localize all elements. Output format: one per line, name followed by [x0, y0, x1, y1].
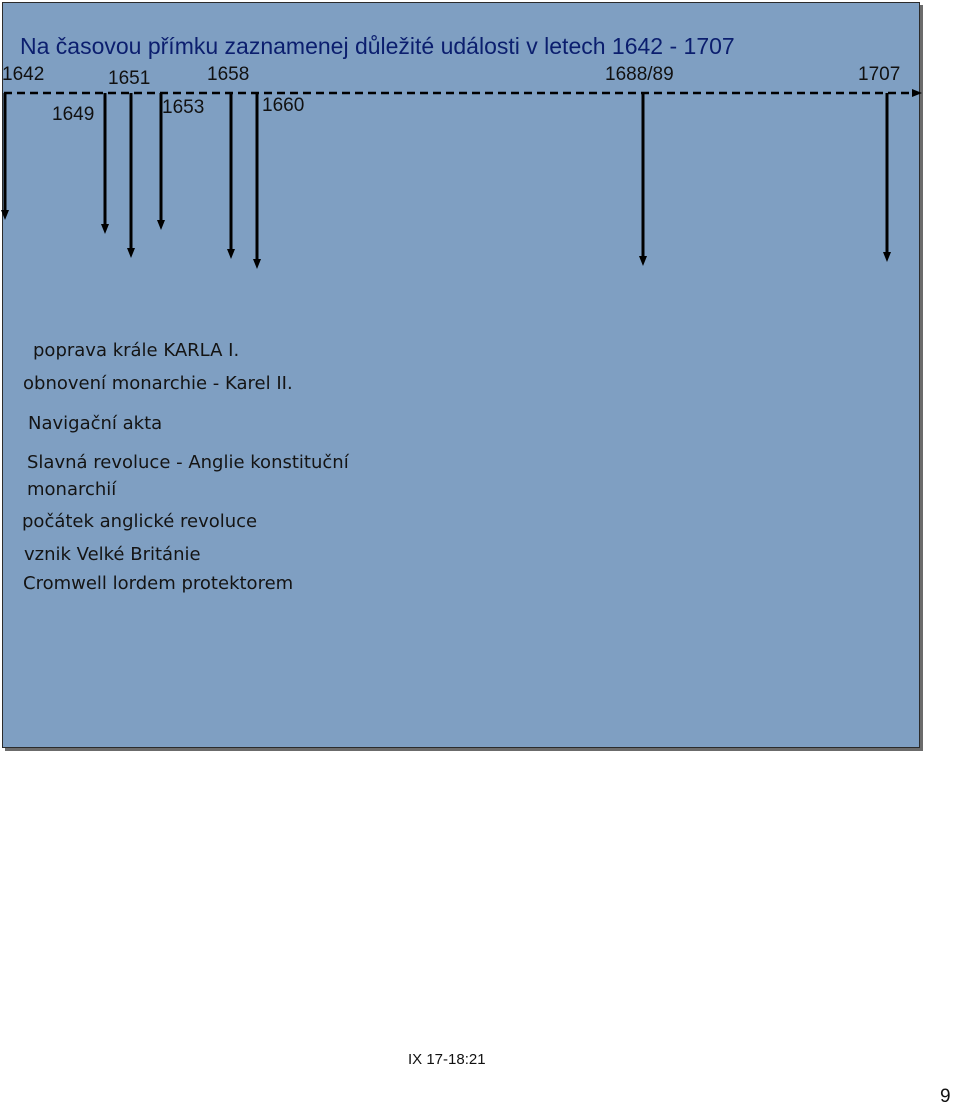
year-label-1651: 1651	[108, 68, 151, 89]
year-label-1707: 1707	[858, 64, 901, 85]
event-card-navigation-acts[interactable]: Navigační akta	[28, 413, 163, 434]
year-label-1653: 1653	[162, 97, 205, 118]
event-card-glorious-revolution[interactable]: Slavná revoluce - Anglie konstituční monarchií	[27, 452, 349, 500]
timeline-arrow-1653	[157, 93, 165, 230]
timeline-arrow-1707	[883, 93, 891, 262]
timeline-arrow-1649	[101, 93, 109, 234]
year-label-1642: 1642	[2, 64, 45, 85]
year-label-1660: 1660	[262, 95, 305, 116]
page-number: 9	[940, 1086, 951, 1107]
timeline-arrow-1651	[127, 93, 135, 258]
year-label-1649: 1649	[52, 104, 95, 125]
timeline-arrow-1642	[1, 93, 9, 220]
timeline-arrow-1658	[227, 93, 235, 259]
timeline-arrow-1660	[253, 93, 261, 269]
footer-timestamp: IX 17-18:21	[408, 1051, 486, 1068]
event-card-great-britain-formation[interactable]: vznik Velké Británie	[24, 544, 201, 565]
year-label-1658: 1658	[207, 64, 250, 85]
timeline-diagram	[0, 0, 960, 300]
slide-title: Na časovou přímku zaznamenej důležité události v letech 1642 - 1707	[20, 33, 735, 59]
timeline-arrow-1688-89	[639, 93, 647, 266]
event-card-execution-charles-i[interactable]: poprava krále KARLA I.	[33, 340, 240, 361]
timeline-axis-arrowhead	[912, 89, 922, 97]
year-label-1688-89: 1688/89	[605, 64, 674, 85]
event-card-restoration-monarchy[interactable]: obnovení monarchie - Karel II.	[23, 373, 293, 394]
event-card-cromwell-lord-protector[interactable]: Cromwell lordem protektorem	[23, 573, 294, 594]
event-card-english-revolution-start[interactable]: počátek anglické revoluce	[22, 511, 258, 532]
